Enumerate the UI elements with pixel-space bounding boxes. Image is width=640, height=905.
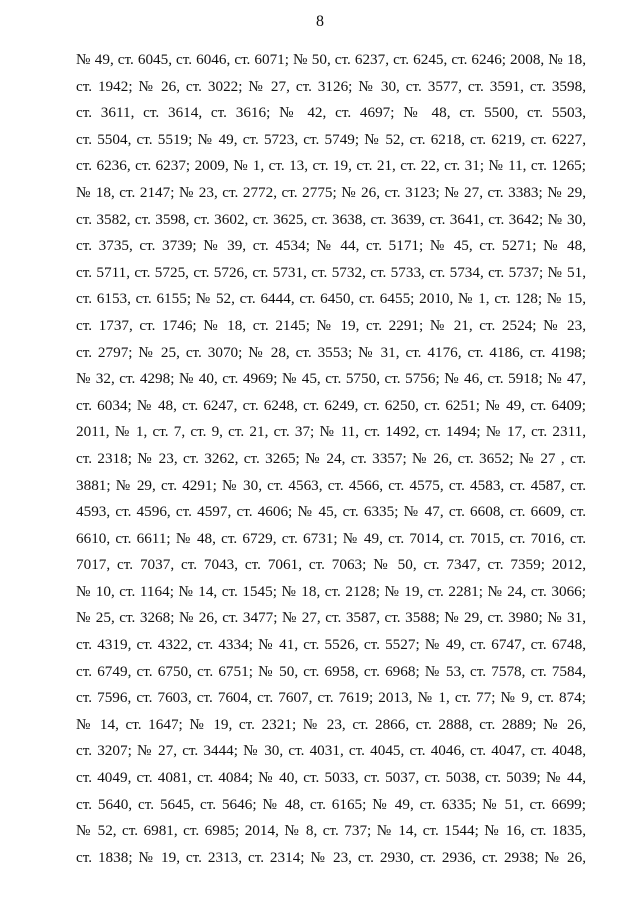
text-line: ст. 3582, ст. 3598, ст. 3602, ст. 3625, ст. 3638, ст. 3639, ст. 3641, ст. 3642; № 30, xyxy=(76,210,586,228)
text-line: № 18, ст. 2147; № 23, ст. 2772, ст. 2775; № 26, ст. 3123; № 27, ст. 3383; № 29, xyxy=(76,183,586,201)
text-line: ст. 1942; № 26, ст. 3022; № 27, ст. 3126; № 30, ст. 3577, ст. 3591, ст. 3598, xyxy=(76,77,586,95)
text-line: ст. 5504, ст. 5519; № 49, ст. 5723, ст. 5749; № 52, ст. 6218, ст. 6219, ст. 6227, xyxy=(76,130,586,148)
text-line: № 52, ст. 6981, ст. 6985; 2014, № 8, ст. 737; № 14, ст. 1544; № 16, ст. 1835, xyxy=(76,822,586,840)
text-line: ст. 7596, ст. 7603, ст. 7604, ст. 7607, ст. 7619; 2013, № 1, ст. 77; № 9, ст. 874; xyxy=(76,689,586,707)
text-line: № 49, ст. 6045, ст. 6046, ст. 6071; № 50, ст. 6237, ст. 6245, ст. 6246; 2008, № 18, xyxy=(76,51,586,68)
text-line: 4593, ст. 4596, ст. 4597, ст. 4606; № 45, ст. 6335; № 47, ст. 6608, ст. 6609, ст. xyxy=(76,503,586,521)
text-line: № 14, ст. 1647; № 19, ст. 2321; № 23, ст. 2866, ст. 2888, ст. 2889; № 26, xyxy=(76,715,586,733)
text-line: 2011, № 1, ст. 7, ст. 9, ст. 21, ст. 37; № 11, ст. 1492, ст. 1494; № 17, ст. 2311, xyxy=(76,423,586,441)
text-line: ст. 4049, ст. 4081, ст. 4084; № 40, ст. 5033, ст. 5037, ст. 5038, ст. 5039; № 44, xyxy=(76,769,586,787)
text-line: ст. 3611, ст. 3614, ст. 3616; № 42, ст. 4697; № 48, ст. 5500, ст. 5503, xyxy=(76,104,586,122)
text-line: ст. 6034; № 48, ст. 6247, ст. 6248, ст. 6249, ст. 6250, ст. 6251; № 49, ст. 6409; xyxy=(76,396,586,414)
text-line: ст. 2797; № 25, ст. 3070; № 28, ст. 3553; № 31, ст. 4176, ст. 4186, ст. 4198; xyxy=(76,343,586,361)
text-line: ст. 6153, ст. 6155; № 52, ст. 6444, ст. 6450, ст. 6455; 2010, № 1, ст. 128; № 15, xyxy=(76,290,586,308)
text-line: ст. 6236, ст. 6237; 2009, № 1, ст. 13, ст. 19, ст. 21, ст. 22, ст. 31; № 11, ст. 1265; xyxy=(76,157,586,175)
text-line: ст. 3207; № 27, ст. 3444; № 30, ст. 4031, ст. 4045, ст. 4046, ст. 4047, ст. 4048, xyxy=(76,742,586,760)
text-line: ст. 1838; № 19, ст. 2313, ст. 2314; № 23, ст. 2930, ст. 2936, ст. 2938; № 26, xyxy=(76,848,586,866)
text-line: ст. 3735, ст. 3739; № 39, ст. 4534; № 44, ст. 5171; № 45, ст. 5271; № 48, xyxy=(76,237,586,255)
text-line: ст. 5711, ст. 5725, ст. 5726, ст. 5731, ст. 5732, ст. 5733, ст. 5734, ст. 5737; № 51, xyxy=(76,263,586,281)
text-line: ст. 1737, ст. 1746; № 18, ст. 2145; № 19, ст. 2291; № 21, ст. 2524; № 23, xyxy=(76,316,586,334)
body-text xyxy=(76,47,586,871)
text-line: ст. 2318; № 23, ст. 3262, ст. 3265; № 24, ст. 3357; № 26, ст. 3652; № 27 , ст. xyxy=(76,449,586,467)
text-line: ст. 5640, ст. 5645, ст. 5646; № 48, ст. 6165; № 49, ст. 6335; № 51, ст. 6699; xyxy=(76,795,586,813)
text-line: 3881; № 29, ст. 4291; № 30, ст. 4563, ст. 4566, ст. 4575, ст. 4583, ст. 4587, ст. xyxy=(76,476,586,494)
page-number: 8 xyxy=(316,13,324,30)
text-line: 7017, ст. 7037, ст. 7043, ст. 7061, ст. 7063; № 50, ст. 7347, ст. 7359; 2012, xyxy=(76,556,586,574)
text-line: ст. 4319, ст. 4322, ст. 4334; № 41, ст. 5526, ст. 5527; № 49, ст. 6747, ст. 6748, xyxy=(76,636,586,654)
text-line: 6610, ст. 6611; № 48, ст. 6729, ст. 6731; № 49, ст. 7014, ст. 7015, ст. 7016, ст. xyxy=(76,529,586,547)
text-line: № 10, ст. 1164; № 14, ст. 1545; № 18, ст. 2128; № 19, ст. 2281; № 24, ст. 3066; xyxy=(76,582,586,600)
text-line: № 32, ст. 4298; № 40, ст. 4969; № 45, ст. 5750, ст. 5756; № 46, ст. 5918; № 47, xyxy=(76,370,586,388)
text-line: № 25, ст. 3268; № 26, ст. 3477; № 27, ст. 3587, ст. 3588; № 29, ст. 3980; № 31, xyxy=(76,609,586,627)
text-line: ст. 6749, ст. 6750, ст. 6751; № 50, ст. 6958, ст. 6968; № 53, ст. 7578, ст. 7584, xyxy=(76,662,586,680)
